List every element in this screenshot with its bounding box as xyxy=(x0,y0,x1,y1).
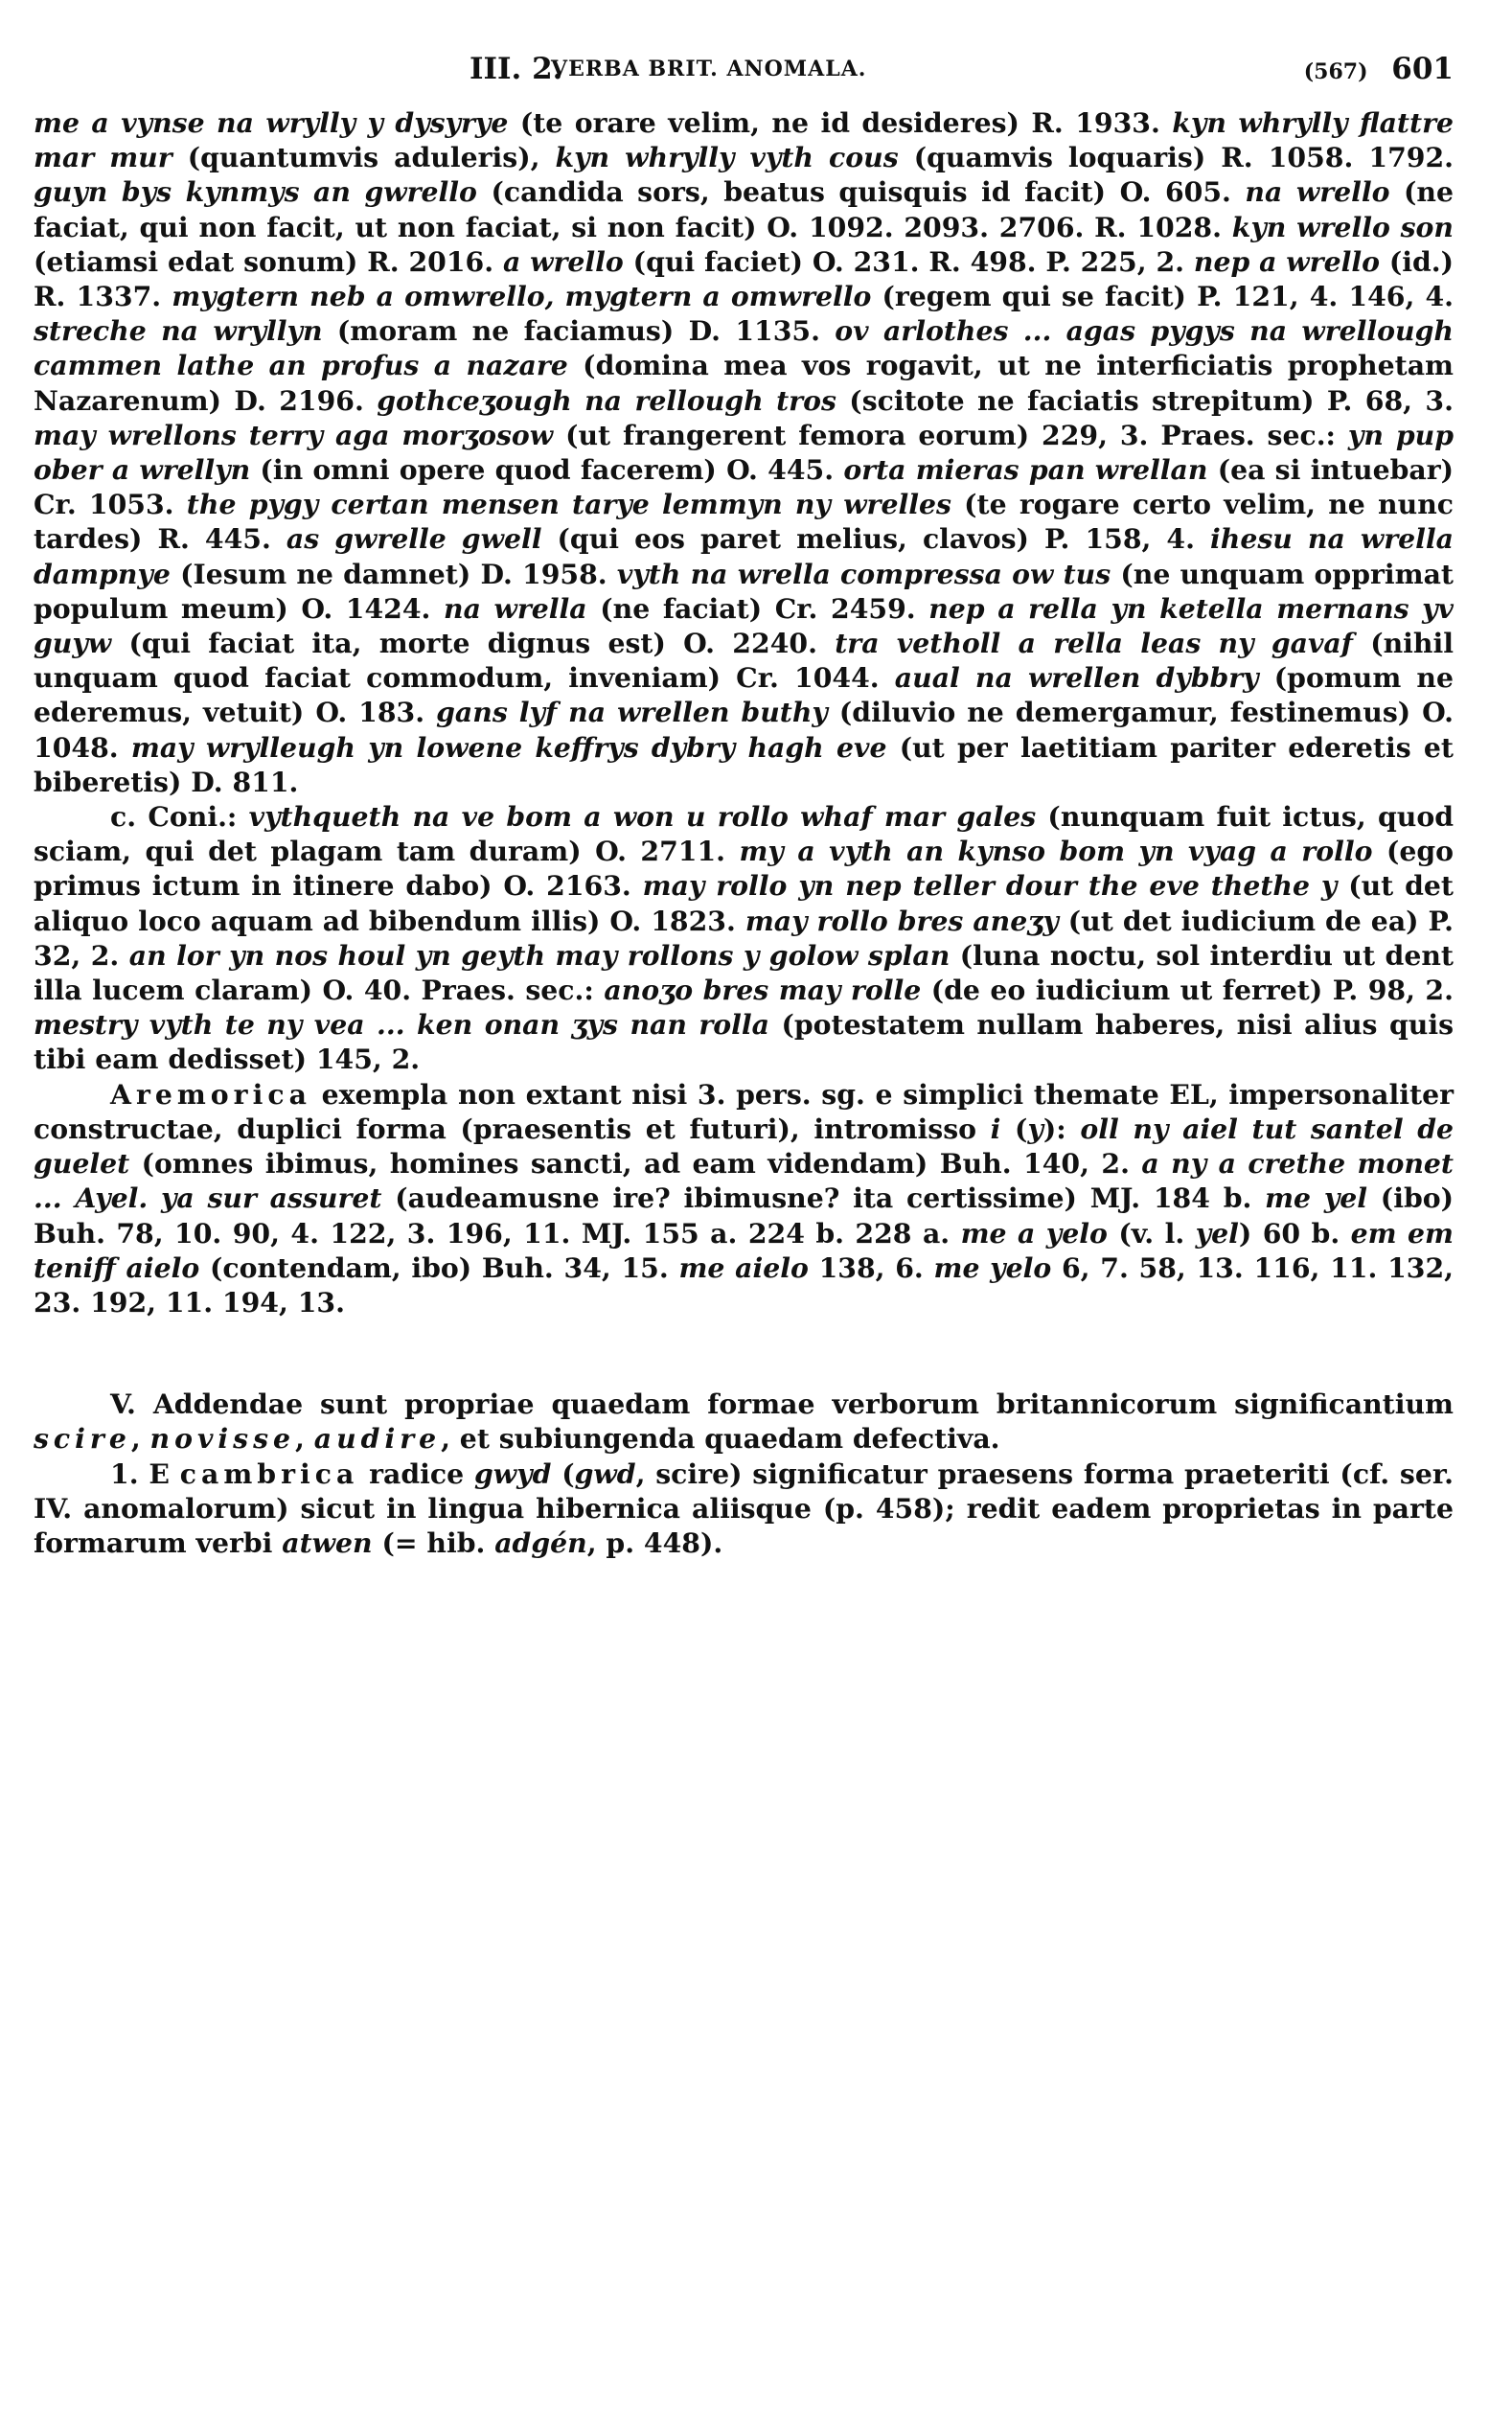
example-form: anoʒo bres may rolle xyxy=(604,974,922,1007)
latin-text: (ea si intuebar) Cr. 1053. xyxy=(34,453,1454,521)
latin-text: , et subiungenda quaedam defectiva. xyxy=(441,1422,1000,1456)
coniunctivus-paragraph xyxy=(34,799,1454,1077)
example-form: vythqueth na ve bom a won u rollo whaf mar gales xyxy=(248,800,1037,834)
example-form: scire xyxy=(34,1422,131,1456)
example-form: gwyd xyxy=(474,1457,552,1490)
aremorica-paragraph xyxy=(34,1077,1454,1319)
latin-text: ): xyxy=(1042,1112,1081,1145)
example-form: me a vynse na wrylly y dysyrye xyxy=(34,106,509,139)
example-form: may wrylleugh yn lowene keffrys dybry hagh eve xyxy=(130,730,887,764)
latin-text: (ego primus ictum in itinere dabo) O. 2163. xyxy=(34,835,1454,903)
example-form: oll ny aiel tut santel de guelet xyxy=(34,1112,1455,1181)
example-form: gwd xyxy=(574,1457,636,1490)
example-form: nep a rella yn ketella mernans yv guyw xyxy=(34,591,1454,660)
latin-text: (te rogare certo velim, ne nunc tardes) R. 445. xyxy=(34,488,1455,556)
example-form: kyn wrello son xyxy=(1231,210,1454,243)
latin-text: (candida sors, beatus quisquis id facit) O. 605. xyxy=(476,175,1246,209)
page-body xyxy=(34,105,1454,1560)
example-form: adgén xyxy=(494,1526,587,1559)
latin-text: (ut det iudicium de ea) P. 32, 2. xyxy=(34,904,1454,972)
latin-text: , xyxy=(130,1422,150,1456)
latin-text: (nihil unquam quod faciat commodum, inveniam) Cr. 1044. xyxy=(34,627,1454,695)
example-form: yel xyxy=(1195,1216,1239,1250)
latin-text: (pomum ne ederemus, vetuit) O. 183. xyxy=(34,661,1454,729)
page-numbers xyxy=(1304,52,1454,86)
section-gap xyxy=(34,1319,1454,1387)
example-form: na wrella xyxy=(444,591,587,625)
example-form: aual na wrellen dybbry xyxy=(894,661,1259,695)
example-form: y xyxy=(1027,1112,1043,1145)
latin-text: (luna noctu, sol interdiu ut dent illa lucem claram) O. 40. Praes. sec.: xyxy=(34,938,1454,1007)
latin-text: (potestatem nullam haberes, nisi alius quis tibi eam dedisset) 145, 2. xyxy=(34,1008,1454,1076)
example-form: guyn bys kynmys an gwrello xyxy=(34,175,477,209)
example-form: an lor yn nos houl yn geyth may rollons y golow splan xyxy=(128,938,951,972)
example-form: may wrellons terry aga morʒosow xyxy=(34,418,554,451)
latin-text: (nunquam fuit ictus, quod sciam, qui det plagam tam duram) O. 2711. xyxy=(34,800,1454,868)
section-number: III. 2. xyxy=(470,52,563,86)
latin-text: radice xyxy=(358,1457,475,1490)
latin-text: , scire) significatur praesens forma praeteriti (cf. ser. IV. anomalorum) sicut in lingua hibernica aliisque (p. 458); redit eadem proprietas in parte formarum verbi xyxy=(34,1457,1454,1559)
example-form: yn pup ober a wrellyn xyxy=(34,418,1454,487)
latin-text: 138, 6. xyxy=(808,1250,934,1284)
continuation-paragraph xyxy=(34,105,1454,799)
latin-text: c. Coni.: xyxy=(110,800,249,834)
latin-text: (id.) R. 1337. xyxy=(34,244,1454,313)
latin-text: cambrica xyxy=(179,1457,359,1490)
latin-text: , p. 448). xyxy=(586,1526,723,1559)
latin-text: (moram ne faciamus) D. 1135. xyxy=(322,314,836,348)
example-form: gans lyf na wrellen buthy xyxy=(436,696,828,729)
latin-text: (qui faciet) O. 231. R. 498. P. 225, 2. xyxy=(623,244,1194,278)
example-form: may rollo bres aneʒy xyxy=(745,904,1059,937)
example-form: i xyxy=(990,1112,1001,1145)
example-form: a wrello xyxy=(502,244,624,278)
latin-text: (etiamsi edat sonum) R. 2016. xyxy=(34,244,503,278)
section-v-paragraph xyxy=(34,1387,1454,1456)
example-form: vyth na wrella compressa ow tus xyxy=(616,557,1111,590)
latin-text: (Iesum ne damnet) D. 1958. xyxy=(170,557,617,590)
latin-text: exempla non extant nisi 3. pers. sg. e simplici themate EL, impersonaliter constructae, duplici forma (praesentis et futuri), intromisso xyxy=(34,1077,1454,1145)
example-form: as gwrelle gwell xyxy=(286,522,542,556)
latin-text: (qui faciat ita, morte dignus est) O. 2240. xyxy=(111,627,836,660)
example-form: novisse xyxy=(149,1422,296,1456)
example-form: atwen xyxy=(282,1526,373,1559)
example-form: me yel xyxy=(1265,1182,1368,1215)
example-form: ov arlothes ... agas pygys na wrellough cammen lathe an profus a nazare xyxy=(34,314,1454,382)
example-form: my a vyth an kynso bom yn vyag a rollo xyxy=(739,835,1373,868)
example-form: na wrello xyxy=(1245,175,1390,209)
example-form: kyn whrylly flattre mar mur xyxy=(34,106,1454,174)
latin-text: (in omni opere quod facerem) O. 445. xyxy=(250,453,844,487)
example-form: mestry vyth te ny vea ... ken onan ʒys nan rolla xyxy=(34,1008,770,1042)
example-form: me a yelo xyxy=(960,1216,1108,1250)
example-form: orta mieras pan wrellan xyxy=(843,453,1208,487)
latin-text: (contendam, ibo) Buh. 34, 15. xyxy=(199,1250,679,1284)
latin-text: (ut det aliquo loco aquam ad bibendum illis) O. 1823. xyxy=(34,869,1454,937)
latin-text: (ut frangerent femora eorum) 229, 3. Praes. sec.: xyxy=(553,418,1348,451)
latin-text: (diluvio ne demergamur, festinemus) O. 1048. xyxy=(34,696,1454,764)
latin-text: (quantumvis aduleris), xyxy=(172,141,556,174)
latin-text: (ut per laetitiam pariter ederetis et biberetis) D. 811. xyxy=(34,730,1455,798)
latin-text: (regem qui se facit) P. 121, 4. 146, 4. xyxy=(871,280,1455,313)
latin-text: (de eo iudicium ut ferret) P. 98, 2. xyxy=(921,974,1454,1007)
latin-text: (te orare velim, ne id desideres) R. 1933. xyxy=(508,106,1173,139)
example-form: streche na wryllyn xyxy=(34,314,323,348)
cambrica-paragraph xyxy=(34,1457,1454,1561)
latin-text: (quamvis loquaris) R. 1058. 1792. xyxy=(898,141,1454,174)
latin-text: 1. E xyxy=(110,1457,180,1490)
example-form: audire xyxy=(313,1422,442,1456)
latin-text: (audeamusne ire? ibimusne? ita certissime) MJ. 184 b. xyxy=(381,1182,1266,1215)
example-form: me yelo xyxy=(933,1250,1052,1284)
latin-text: (domina mea vos rogavit, ut ne interficiatis prophetam Nazarenum) D. 2196. xyxy=(34,349,1454,417)
example-form: a ny a crethe monet ... Ayel. ya sur assuret xyxy=(34,1147,1455,1215)
latin-text: (ibo) Buh. 78, 10. 90, 4. 122, 3. 196, 11. MJ. 155 a. 224 b. 228 a. xyxy=(34,1182,1454,1250)
latin-text: (v. l. xyxy=(1107,1216,1196,1250)
latin-text: ) 60 b. xyxy=(1238,1216,1351,1250)
latin-text: ( xyxy=(1000,1112,1028,1145)
example-form: ihesu na wrella dampnye xyxy=(34,522,1454,590)
latin-text: V. Addendae sunt propriae quaedam formae verborum britannicorum significantium xyxy=(110,1388,1454,1421)
example-form: may rollo yn nep teller dour the eve thethe y xyxy=(642,869,1338,903)
latin-text: , xyxy=(295,1422,314,1456)
example-form: kyn whrylly vyth cous xyxy=(555,141,899,174)
example-form: me aielo xyxy=(678,1250,809,1284)
latin-text: (ne faciat, qui non facit, ut non faciat, si non facit) O. 1092. 2093. 2706. R. 1028. xyxy=(34,175,1454,243)
latin-text: (= hib. xyxy=(372,1526,495,1559)
latin-text: (ne unquam opprimat populum meum) O. 1424. xyxy=(34,557,1454,625)
example-form: tra vetholl a rella leas ny gavaf xyxy=(835,627,1353,660)
latin-text: (scitote ne faciatis strepitum) P. 68, 3. xyxy=(836,383,1454,417)
latin-text: ( xyxy=(551,1457,575,1490)
example-form: gothceʒough na rellough tros xyxy=(377,383,836,417)
example-form: mygtern neb a omwrello, mygtern a omwrello xyxy=(172,280,872,313)
original-page-number: (567) xyxy=(1303,59,1368,84)
latin-text: (ne faciat) Cr. 2459. xyxy=(586,591,929,625)
latin-text: (omnes ibimus, homines sancti, ad eam videndam) Buh. 140, 2. xyxy=(129,1147,1142,1181)
example-form: nep a wrello xyxy=(1193,244,1380,278)
running-title: VERBA BRIT. ANOMALA. xyxy=(551,57,867,81)
example-form: the pygy certan mensen tarye lemmyn ny wrelles xyxy=(186,488,951,521)
latin-text: 6, 7. 58, 13. 116, 11. 132, 23. 192, 11. 194, 13. xyxy=(34,1250,1454,1319)
latin-text: Aremorica xyxy=(110,1077,311,1111)
latin-text: (qui eos paret melius, clavos) P. 158, 4. xyxy=(541,522,1211,556)
example-form: em em teniff aielo xyxy=(34,1216,1454,1284)
running-head xyxy=(34,52,1454,94)
page-number: 601 xyxy=(1391,52,1454,86)
